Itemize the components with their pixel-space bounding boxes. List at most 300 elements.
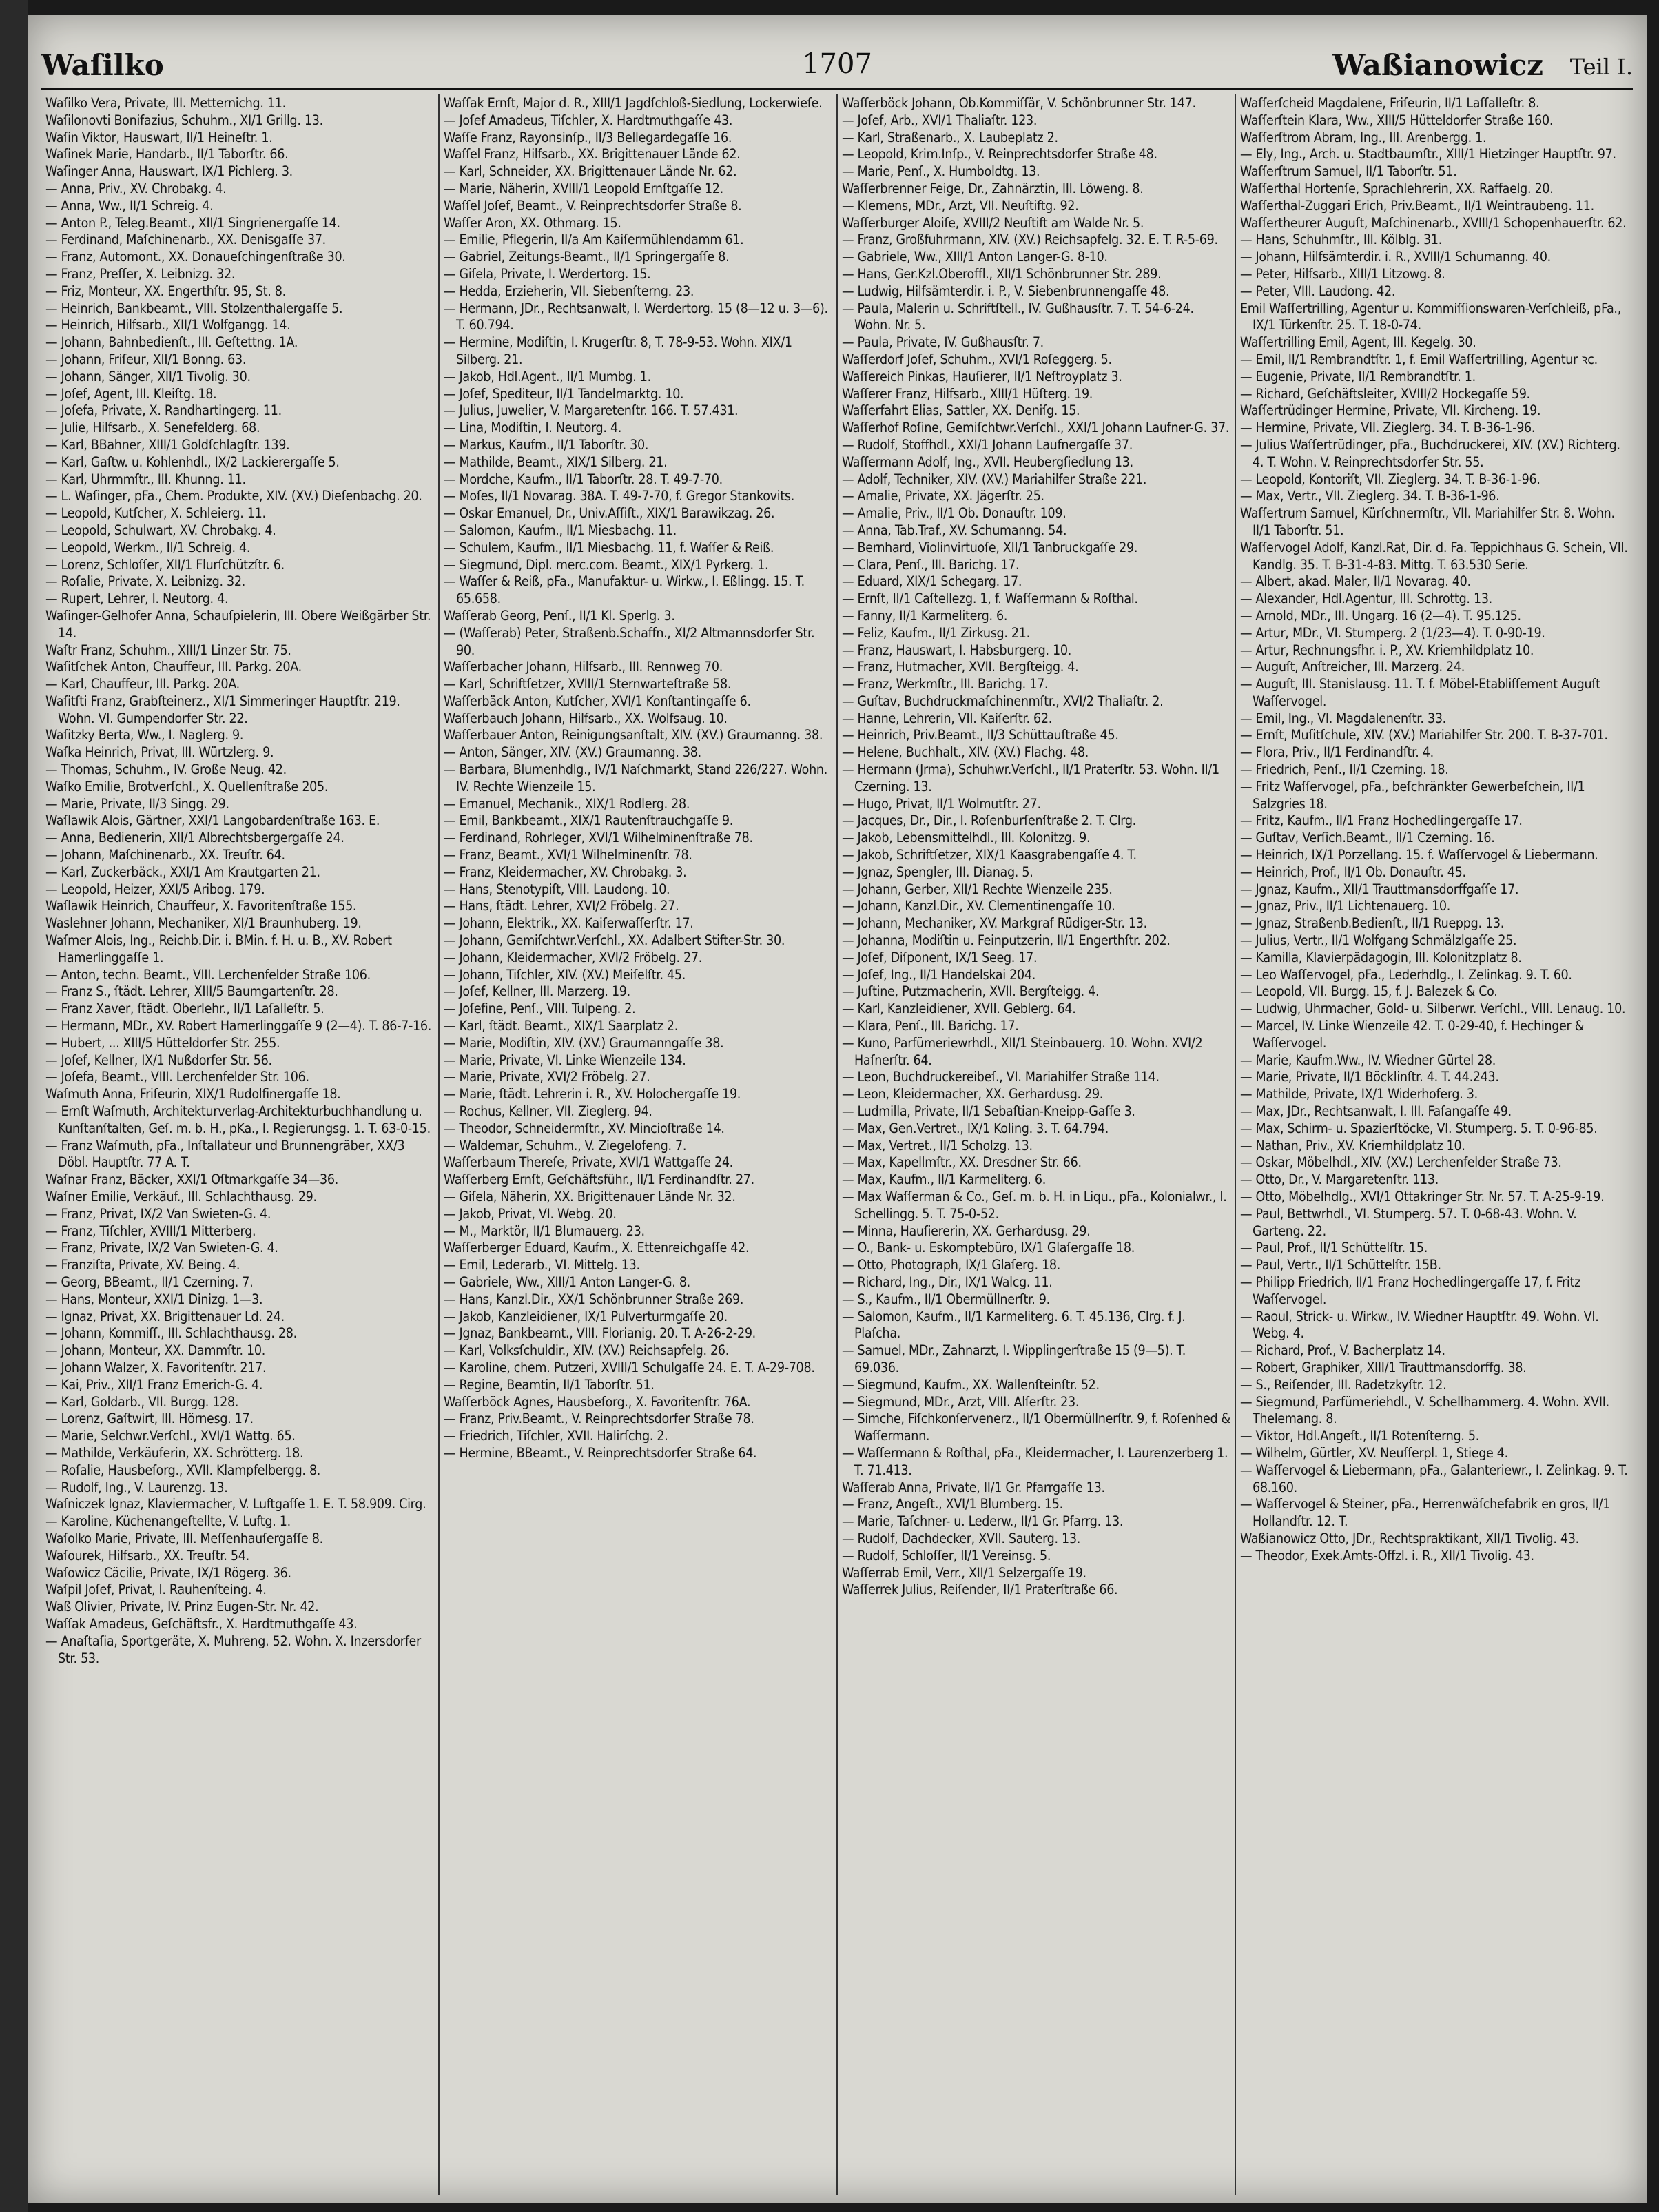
directory-entry: Waſtr Franz, Schuhm., XIII/1 Linzer Str. 75. xyxy=(45,642,291,658)
directory-entry: — Jakob, Privat, VI. Webg. 20. xyxy=(444,1205,617,1222)
directory-entry: — M., Marktör, II/1 Blumauerg. 23. xyxy=(444,1222,645,1239)
directory-entry: — Emil, Bankbeamt., XIX/1 Rautenſtrauchgaſſe 9. xyxy=(444,812,733,829)
directory-entry: — Leopold, Schulwart, XV. Chrobakg. 4. xyxy=(45,522,276,538)
page-number: 1707 xyxy=(802,48,872,80)
directory-entry: — Leon, Kleidermacher, XX. Gerhardusg. 29. xyxy=(842,1086,1104,1103)
directory-entry: Waslehner Johann, Mechaniker, XI/1 Braunhuberg. 19. xyxy=(45,915,362,932)
directory-entry: — Eduard, XIX/1 Schegarg. 17. xyxy=(842,573,1022,590)
directory-entry: — Rudolf, Ing., V. Laurenzg. 13. xyxy=(45,1479,228,1495)
directory-entry: Waſſermann Adolf, Ing., XVII. Heubergſiedlung 13. xyxy=(842,453,1133,470)
directory-entry: — Franz, Großfuhrmann, XIV. (XV.) Reichsapfelg. 32. E. T. R-5-69. xyxy=(842,232,1218,248)
directory-entry: — Hermine, Private, VII. Zieglerg. 34. T. B-36-1-96. xyxy=(1240,420,1536,436)
directory-entry: — Peter, VIII. Laudong. 42. xyxy=(1240,283,1396,299)
directory-entry: — Marie, Private, II/1 Böcklinſtr. 4. T. 44.243. xyxy=(1240,1069,1499,1085)
directory-entry: — Siegmund, Parfümeriehdl., V. Schellhammerg. 4. Wohn. XVII. Thelemang. 8. xyxy=(1240,1393,1609,1427)
directory-entry: Waſſerrek Julius, Reiſender, II/1 Praterſtraße 66. xyxy=(842,1581,1118,1598)
directory-entry: — Joſefa, Beamt., VIII. Lerchenfelder Str. 106. xyxy=(45,1069,309,1085)
directory-entry: Waſſerböck Johann, Ob.Kommiſſär, V. Schönbrunner Str. 147. xyxy=(842,95,1196,111)
directory-entry: — Fritz Waſſervogel, pFa., beſchränkter Gewerbeſchein, II/1 Salzgries 18. xyxy=(1240,778,1585,812)
directory-entry: — Lorenz, Schloſſer, XII/1 Flurſchützſtr. 6. xyxy=(45,556,285,573)
directory-entry: — Marie, Private, II/3 Singg. 29. xyxy=(45,795,229,812)
directory-entry: — Joſef, Kellner, IX/1 Nußdorfer Str. 56. xyxy=(45,1052,272,1068)
directory-entry: — Joſefine, Penſ., VIII. Tulpeng. 2. xyxy=(444,1001,636,1017)
directory-entry: — Ludwig, Uhrmacher, Gold- u. Silberwr. Verſchl., VIII. Lenaug. 10. xyxy=(1240,1001,1626,1017)
directory-entry: Waſſerburger Aloiſe, XVIII/2 Neuſtift am Walde Nr. 5. xyxy=(842,214,1144,231)
directory-entry: — Mathilde, Beamt., XIX/1 Silberg. 21. xyxy=(444,453,668,470)
directory-entry: — Fritz, Kaufm., II/1 Franz Hochedlingergaſſe 17. xyxy=(1240,812,1523,829)
directory-entry: Waſſerbacher Johann, Hilfsarb., III. Rennweg 70. xyxy=(444,659,723,675)
directory-entry: — Joſefa, Private, X. Randhartingerg. 11. xyxy=(45,402,282,419)
directory-entry: — Anna, Tab.Traf., XV. Schumanng. 54. xyxy=(842,522,1067,538)
directory-entry: — Johann, Bahnbedienſt., III. Geſtettng. 1A. xyxy=(45,334,298,351)
column-1 xyxy=(41,94,440,2195)
directory-entry: — Rudolf, Stoffhdl., XXI/1 Johann Laufnergaſſe 37. xyxy=(842,436,1133,453)
directory-entry: Waſſerdorf Joſef, Schuhm., XVI/1 Roſeggerg. 5. xyxy=(842,351,1112,367)
directory-entry: — Jgnaz, Priv., II/1 Lichtenauerg. 10. xyxy=(1240,898,1451,914)
directory-entry: — Julius, Juwelier, V. Margaretenſtr. 166. T. 57.431. xyxy=(444,402,739,419)
directory-entry: — Johann, Sänger, XII/1 Tivolig. 30. xyxy=(45,368,251,385)
directory-entry: — Thomas, Schuhm., IV. Große Neug. 42. xyxy=(45,761,287,778)
directory-entry: — Ferdinand, Rohrleger, XVI/1 Wilhelminenſtraße 78. xyxy=(444,830,753,846)
directory-entry: — Emil, II/1 Rembrandtſtr. 1, f. Emil Waſſertrilling, Agentur ꝛc. xyxy=(1240,351,1598,367)
directory-entry: — Karl, Chauffeur, III. Parkg. 20A. xyxy=(45,676,240,693)
directory-entry: — Joſef, Diſponent, IX/1 Seeg. 17. xyxy=(842,949,1038,965)
directory-entry: — Karl, Schriftſetzer, XVIII/1 Sternwarteſtraße 58. xyxy=(444,676,732,693)
directory-entry: Waſitſchek Anton, Chauffeur, III. Parkg. 20A. xyxy=(45,659,302,675)
directory-entry: — Siegmund, MDr., Arzt, VIII. Alſerſtr. 23. xyxy=(842,1393,1080,1410)
directory-entry: — Anaſtaſia, Sportgeräte, X. Muhreng. 52. Wohn. X. Inzersdorfer Str. 53. xyxy=(45,1632,421,1666)
directory-entry: — Anton, Sänger, XIV. (XV.) Graumanng. 38. xyxy=(444,744,701,761)
directory-entry: — Marie, Private, XVI/2 Fröbelg. 27. xyxy=(444,1069,650,1085)
directory-entry: — Ludwig, Hilfsämterdir. i. P., V. Siebenbrunnengaſſe 48. xyxy=(842,283,1170,299)
directory-entry: Waſſereich Pinkas, Hauſierer, II/1 Neſtroyplatz 3. xyxy=(842,368,1122,385)
directory-entry: — Wilhelm, Gürtler, XV. Neuſſerpl. 1, Stiege 4. xyxy=(1240,1444,1508,1461)
directory-entry: — L. Waſinger, pFa., Chem. Produkte, XIV. (XV.) Dieſenbachg. 20. xyxy=(45,488,422,504)
directory-entry: — Karl, Gaſtw. u. Kohlenhdl., IX/2 Lackierergaſſe 5. xyxy=(45,453,340,470)
directory-entry: — Jgnaz, Kaufm., XII/1 Trauttmansdorffgaſſe 17. xyxy=(1240,881,1519,897)
directory-entry: — Fanny, II/1 Karmeliterg. 6. xyxy=(842,607,1008,624)
directory-entry: — Jgnaz, Spengler, III. Dianag. 5. xyxy=(842,863,1033,880)
directory-entry: — Ernſt, II/1 Caſtellezg. 1, f. Waſſermann & Roſthal. xyxy=(842,591,1138,607)
directory-entry: Waſmer Alois, Ing., Reichb.Dir. i. BMin. f. H. u. B., XV. Robert Hamerlinggaſſe 1. xyxy=(45,932,392,965)
directory-entry: — Johann Walzer, X. Favoritenſtr. 217. xyxy=(45,1359,267,1375)
directory-entry: — Emil, Ing., VI. Magdalenenſtr. 33. xyxy=(1240,710,1446,726)
directory-entry: Waſſerſtein Klara, Ww., XIII/5 Hütteldorfer Straße 160. xyxy=(1240,112,1554,128)
directory-page xyxy=(28,15,1647,2203)
directory-entry: Waſſerab Anna, Private, II/1 Gr. Pfarrgaſſe 13. xyxy=(842,1479,1105,1495)
directory-entry: — Artur, MDr., VI. Stumperg. 2 (1/23—4). T. 0-90-19. xyxy=(1240,624,1545,641)
directory-entry: Waſowicz Cäcilie, Private, IX/1 Rögerg. 36. xyxy=(45,1564,291,1581)
column-3 xyxy=(838,94,1236,2195)
entry-columns xyxy=(41,94,1633,2195)
directory-entry: Waſſerberg Ernſt, Geſchäftsführ., II/1 Ferdinandſtr. 27. xyxy=(444,1171,754,1188)
directory-entry: — Juſtine, Putzmacherin, XVII. Bergſteigg. 4. xyxy=(842,983,1100,1000)
directory-entry: — Leopold, Kontoriſt, VII. Zieglerg. 34. T. B-36-1-96. xyxy=(1240,471,1540,487)
directory-entry: Waſourek, Hilfsarb., XX. Treuſtr. 54. xyxy=(45,1547,249,1564)
directory-entry: Waſſertheurer Auguſt, Maſchinenarb., XVIII/1 Schopenhauerſtr. 62. xyxy=(1240,214,1627,231)
directory-entry: — Heinrich, Priv.Beamt., II/3 Schüttauſtraße 45. xyxy=(842,727,1119,744)
directory-entry: Waſner Emilie, Verkäuf., III. Schlachthausg. 29. xyxy=(45,1189,317,1205)
directory-entry: — Max, Kaufm., II/1 Karmeliterg. 6. xyxy=(842,1171,1046,1188)
directory-entry: — Theodor, Schneidermſtr., XV. Mincioſtraße 14. xyxy=(444,1120,725,1136)
directory-entry: — Marie, Näherin, XVIII/1 Leopold Ernſtgaſſe 12. xyxy=(444,180,723,196)
directory-entry: — Jakob, Schriftſetzer, XIX/1 Kaasgrabengaſſe 4. T. xyxy=(842,847,1137,863)
volume-label: Teil I. xyxy=(1569,54,1633,80)
directory-entry: — Hanne, Lehrerin, VII. Kaiſerſtr. 62. xyxy=(842,710,1053,726)
directory-entry: — Karl, Zuckerbäck., XXI/1 Am Krautgarten 21. xyxy=(45,863,320,880)
directory-entry: — Feliz, Kaufm., II/1 Zirkusg. 21. xyxy=(842,624,1030,641)
directory-entry: — Hans, Ger.Kzl.Oberoffl., XII/1 Schönbrunner Str. 289. xyxy=(842,265,1162,282)
directory-entry: — Waſſermann & Roſthal, pFa., Kleidermacher, I. Laurenzerberg 1. T. 71.413. xyxy=(842,1444,1228,1478)
directory-entry: — Markus, Kaufm., II/1 Taborſtr. 30. xyxy=(444,436,649,453)
directory-entry: — Franz Waſmuth, pFa., Inſtallateur und Brunnengräber, XX/3 Döbl. Hauptſtr. 77 A. T. xyxy=(45,1137,405,1171)
directory-entry: — Johann, Mechaniker, XV. Markgraf Rüdiger-Str. 13. xyxy=(842,915,1147,932)
directory-entry: — Karl, Uhrmmſtr., III. Khunng. 11. xyxy=(45,471,246,487)
directory-entry: — Max, Gen.Vertret., IX/1 Koling. 3. T. 64.794. xyxy=(842,1120,1109,1136)
directory-entry: — Jgnaz, Bankbeamt., VIII. Florianig. 20. T. A-26-2-29. xyxy=(444,1325,756,1342)
directory-entry: — Karoline, Küchenangeſtellte, V. Luftg. 1. xyxy=(45,1513,291,1530)
directory-entry: — Julius Waſſertrüdinger, pFa., Buchdruckerei, XIV. (XV.) Richterg. 4. T. Wohn. V. Reinprechtsdorfer Str. 55. xyxy=(1240,436,1620,470)
directory-entry: Emil Waſſertrilling, Agentur u. Kommiſſionswaren-Verſchleiß, pFa., IX/1 Türkenſtr. 25. T. 18-0-74. xyxy=(1240,300,1621,334)
directory-entry: — Oskar Emanuel, Dr., Univ.Aſſiſt., XIX/1 Barawikzag. 26. xyxy=(444,505,775,522)
directory-entry: — Hans, Monteur, XXI/1 Dinizg. 1—3. xyxy=(45,1291,263,1307)
directory-entry: — Robert, Graphiker, XIII/1 Trauttmansdorffg. 38. xyxy=(1240,1359,1527,1375)
directory-entry: — Adolf, Techniker, XIV. (XV.) Mariahilfer Straße 221. xyxy=(842,471,1147,487)
directory-entry: Waſſerbauer Anton, Reinigungsanſtalt, XIV. (XV.) Graumanng. 38. xyxy=(444,727,823,744)
directory-entry: — Karl, Straßenarb., X. Laubeplatz 2. xyxy=(842,129,1058,145)
directory-entry: — Kamilla, Klavierpädagogin, III. Kolonitzplatz 8. xyxy=(1240,949,1522,965)
directory-entry: — Kai, Priv., XII/1 Franz Emerich-G. 4. xyxy=(45,1376,263,1393)
directory-entry: — Franz, Hutmacher, XVII. Bergſteigg. 4. xyxy=(842,659,1079,675)
directory-entry: — Georg, BBeamt., II/1 Czerning. 7. xyxy=(45,1273,254,1290)
directory-entry: — Karl, Schneider, XX. Brigittenauer Lände Nr. 62. xyxy=(444,163,737,180)
directory-entry: Waß Olivier, Private, IV. Prinz Eugen-Str. Nr. 42. xyxy=(45,1599,319,1615)
directory-entry: — Hermine, BBeamt., V. Reinprechtsdorfer Straße 64. xyxy=(444,1444,757,1461)
directory-entry: — Rupert, Lehrer, I. Neutorg. 4. xyxy=(45,591,229,607)
directory-entry: — Leopold, Kutſcher, X. Schleierg. 11. xyxy=(45,505,266,522)
directory-entry: — Minna, Hauſiererin, XX. Gerhardusg. 29. xyxy=(842,1222,1091,1239)
directory-entry: — Joſef, Agent, III. Kleiſtg. 18. xyxy=(45,385,217,402)
directory-entry: — Johann, Hilfsämterdir. i. R., XVIII/1 Schumanng. 40. xyxy=(1240,249,1551,265)
directory-entry: — Paula, Malerin u. Schriftſtell., IV. Gußhausſtr. 7. T. 54-6-24. Wohn. Nr. 5. xyxy=(842,300,1194,334)
directory-entry: — Franz, Preſſer, X. Leibnizg. 32. xyxy=(45,265,236,282)
directory-entry: — S., Kaufm., II/1 Obermüllnerſtr. 9. xyxy=(842,1291,1050,1307)
directory-entry: — Karl, Volksſchuldir., XIV. (XV.) Reichsapfelg. 26. xyxy=(444,1342,730,1359)
directory-entry: — Guſtav, Buchdruckmaſchinenmſtr., XVI/2 Thaliaſtr. 2. xyxy=(842,693,1164,709)
directory-entry: — Mordche, Kaufm., II/1 Taborſtr. 28. T. 49-7-70. xyxy=(444,471,723,487)
directory-entry: Waſilko Vera, Private, III. Metternichg. 11. xyxy=(45,95,286,111)
directory-entry: — Hans, ſtädt. Lehrer, XVI/2 Fröbelg. 27. xyxy=(444,898,679,914)
directory-entry: — Karl, BBahner, XIII/1 Goldſchlagſtr. 139. xyxy=(45,436,290,453)
directory-entry: Waſmuth Anna, Friſeurin, XIX/1 Rudolfinergaſſe 18. xyxy=(45,1086,341,1103)
directory-entry: — Richard, Prof., V. Bacherplatz 14. xyxy=(1240,1342,1445,1359)
directory-entry: — Friedrich, Penſ., II/1 Czerning. 18. xyxy=(1240,761,1449,778)
directory-entry: — (Waſſerab) Peter, Straßenb.Schaffn., XI/2 Altmannsdorfer Str. 90. xyxy=(444,624,815,658)
directory-entry: — Klara, Penſ., III. Barichg. 17. xyxy=(842,1018,1019,1034)
directory-entry: — Regine, Beamtin, II/1 Taborſtr. 51. xyxy=(444,1376,655,1393)
directory-entry: — Karoline, chem. Putzeri, XVIII/1 Schulgaſſe 24. E. T. A-29-708. xyxy=(444,1359,815,1375)
directory-entry: — Marie, Kaufm.Ww., IV. Wiedner Gürtel 28. xyxy=(1240,1052,1496,1068)
directory-entry: — Arnold, MDr., III. Ungarg. 16 (2—4). T. 95.125. xyxy=(1240,607,1521,624)
directory-entry: — Artur, Rechnungsfhr. i. P., XV. Kriemhildplatz 10. xyxy=(1240,642,1534,658)
directory-entry: — Hans, Kanzl.Dir., XX/1 Schönbrunner Straße 269. xyxy=(444,1291,744,1307)
directory-entry: — Marie, Selchwr.Verſchl., XVI/1 Wattg. 65. xyxy=(45,1428,296,1444)
directory-entry: — Paul, Vertr., II/1 Schüttelſtr. 15B. xyxy=(1240,1257,1441,1273)
directory-entry: — Johanna, Modiſtin u. Feinputzerin, II/1 Engerthſtr. 202. xyxy=(842,932,1171,949)
directory-entry: — Marie, ſtädt. Lehrerin i. R., XV. Holochergaſſe 19. xyxy=(444,1086,741,1103)
directory-entry: — Paul, Prof., II/1 Schüttelſtr. 15. xyxy=(1240,1240,1428,1256)
directory-entry: Waſſerhof Roſine, Gemiſchtwr.Verſchl., XXI/1 Johann Laufner-G. 37. xyxy=(842,420,1230,436)
directory-entry: — Anna, Priv., XV. Chrobakg. 4. xyxy=(45,180,227,196)
directory-entry: — Anna, Bedienerin, XII/1 Albrechtsbergergaſſe 24. xyxy=(45,830,344,846)
directory-entry: — Hubert, ... XIII/5 Hütteldorfer Str. 255. xyxy=(45,1034,280,1051)
directory-entry: Waſſervogel Adolf, Kanzl.Rat, Dir. d. Fa. Teppichhaus G. Schein, VII. Kandlg. 35. T. B-31-4-83. Mittg. T. 63.530 Serie. xyxy=(1240,539,1628,573)
directory-entry: — Joſef, Ing., II/1 Handelskai 204. xyxy=(842,966,1036,983)
directory-entry: — Schulem, Kaufm., II/1 Miesbachg. 11, f. Waſſer & Reiß. xyxy=(444,539,774,555)
directory-entry: Waſniczek Ignaz, Klaviermacher, V. Luftgaſſe 1. E. T. 58.909. Cirg. xyxy=(45,1496,426,1513)
directory-entry: Waſitſti Franz, Grabſteinerz., XI/1 Simmeringer Hauptſtr. 219. Wohn. VI. Gumpendorfer Str. 22. xyxy=(45,693,400,726)
directory-entry: — Rudolf, Schloſſer, II/1 Vereinsg. 5. xyxy=(842,1547,1051,1564)
directory-entry: Waſſerſcheid Magdalene, Friſeurin, II/1 Laſſalleſtr. 8. xyxy=(1240,95,1540,111)
directory-entry: Waſſerſtrum Samuel, II/1 Taborſtr. 51. xyxy=(1240,163,1457,180)
directory-entry: — Marie, Penſ., X. Humboldtg. 13. xyxy=(842,163,1040,180)
directory-entry: — Otto, Photograph, IX/1 Glaſerg. 18. xyxy=(842,1257,1061,1273)
directory-entry: — Mathilde, Verkäuferin, XX. Schrötterg. 18. xyxy=(45,1444,304,1461)
directory-entry: — Ely, Ing., Arch. u. Stadtbaumſtr., XIII/1 Hietzinger Hauptſtr. 97. xyxy=(1240,146,1616,163)
directory-entry: — Eugenie, Private, II/1 Rembrandtſtr. 1. xyxy=(1240,368,1476,385)
directory-entry: — Otto, Dr., V. Margaretenſtr. 113. xyxy=(1240,1171,1439,1188)
column-4 xyxy=(1236,94,1633,2195)
directory-entry: — Johann, Elektrik., XX. Kaiſerwaſſerſtr. 17. xyxy=(444,915,694,932)
directory-entry: — Franz, Beamt., XVI/1 Wilhelminenſtr. 78. xyxy=(444,847,692,863)
directory-entry: — Johann, Gerber, XII/1 Rechte Wienzeile 235. xyxy=(842,881,1113,897)
directory-entry: — Richard, Ing., Dir., IX/1 Walcg. 11. xyxy=(842,1273,1053,1290)
directory-entry: — Hermine, Modiſtin, I. Krugerſtr. 8, T. 78-9-53. Wohn. XIX/1 Silberg. 21. xyxy=(444,334,792,367)
directory-entry: — Samuel, MDr., Zahnarzt, I. Wipplingerſtraße 15 (9—5). T. 69.036. xyxy=(842,1342,1186,1375)
column-2 xyxy=(440,94,838,2195)
directory-entry: — Roſalie, Private, X. Leibnizg. 32. xyxy=(45,573,245,590)
directory-entry: — Max, Kapellmſtr., XX. Dresdner Str. 66. xyxy=(842,1154,1082,1171)
directory-entry: — Leon, Buchdruckereibeſ., VI. Mariahilfer Straße 114. xyxy=(842,1069,1160,1085)
directory-entry: — Karl, Kanzleidiener, XVII. Geblerg. 64. xyxy=(842,1001,1076,1017)
directory-entry: — Anton, techn. Beamt., VIII. Lerchenfelder Straße 106. xyxy=(45,966,371,983)
directory-entry: Waſſerer Franz, Hilfsarb., XIII/1 Hüſterg. 19. xyxy=(842,385,1093,402)
directory-entry: Waſſertrilling Emil, Agent, III. Kegelg. 30. xyxy=(1240,334,1476,351)
directory-entry: — Bernhard, Violinvirtuoſe, XII/1 Tanbruckgaſſe 29. xyxy=(842,539,1138,555)
directory-entry: — Oskar, Möbelhdl., XIV. (XV.) Lerchenfelder Straße 73. xyxy=(1240,1154,1562,1171)
directory-entry: — Jakob, Lebensmittelhdl., III. Kolonitzg. 9. xyxy=(842,830,1091,846)
directory-entry: — Hugo, Privat, II/1 Wolmutſtr. 27. xyxy=(842,795,1041,812)
directory-entry: — Rochus, Kellner, VII. Zieglerg. 94. xyxy=(444,1103,652,1120)
directory-entry: — Franz, Private, IX/2 Van Swieten-G. 4. xyxy=(45,1240,278,1256)
directory-entry: — Johann, Kleidermacher, XVI/2 Fröbelg. 27. xyxy=(444,949,702,965)
directory-entry: — Johann, Tiſchler, XIV. (XV.) Meiſelſtr. 45. xyxy=(444,966,686,983)
directory-entry: — Franziſta, Private, XV. Being. 4. xyxy=(45,1257,240,1273)
directory-entry: — Albert, akad. Maler, II/1 Novarag. 40. xyxy=(1240,573,1471,590)
directory-entry: — Emilie, Pflegerin, II/a Am Kaiſermühlendamm 61. xyxy=(444,232,744,248)
directory-entry: Waſſerböck Agnes, Hausbeſorg., X. Favoritenſtr. 76A. xyxy=(444,1393,751,1410)
directory-entry: — Anton P., Teleg.Beamt., XII/1 Singrienergaſſe 14. xyxy=(45,214,340,231)
directory-entry: — Hermann, MDr., XV. Robert Hamerlinggaſſe 9 (2—4). T. 86-7-16. xyxy=(45,1018,431,1034)
directory-entry: Waſſerthal-Zuggari Erich, Priv.Beamt., II/1 Weintraubeng. 11. xyxy=(1240,197,1594,214)
directory-entry: Waſilonovti Bonifazius, Schuhm., XI/1 Grillg. 13. xyxy=(45,112,323,128)
directory-entry: Waſſe Franz, Rayonsinſp., II/3 Bellegardegaſſe 16. xyxy=(444,129,732,145)
directory-entry: — Giſela, Näherin, XX. Brigittenauer Lände Nr. 32. xyxy=(444,1189,736,1205)
directory-entry: — Joſef, Kellner, III. Marzerg. 19. xyxy=(444,983,630,1000)
directory-entry: — Salomon, Kaufm., II/1 Karmeliterg. 6. T. 45.136, Clrg. f. J. Plaſcha. xyxy=(842,1308,1186,1342)
directory-entry: — Marie, Private, VI. Linke Wienzeile 134. xyxy=(444,1052,686,1068)
directory-entry: — Franz Xaver, ſtädt. Oberlehr., II/1 Laſalleſtr. 5. xyxy=(45,1001,324,1017)
directory-entry: — Richard, Geſchäftsleiter, XVIII/2 Hockegaſſe 59. xyxy=(1240,385,1530,402)
directory-entry: — Ignaz, Privat, XX. Brigittenauer Ld. 24. xyxy=(45,1308,285,1324)
directory-entry: — Marie, Modiſtin, XIV. (XV.) Graumanngaſſe 38. xyxy=(444,1034,724,1051)
directory-entry: Waſſerthal Hortenſe, Sprachlehrerin, XX. Raffaelg. 20. xyxy=(1240,180,1554,196)
directory-entry: — Theodor, Exek.Amts-Offzl. i. R., XII/1 Tivolig. 43. xyxy=(1240,1547,1534,1564)
directory-entry: — Moſes, II/1 Novarag. 38A. T. 49-7-70, f. Gregor Stankovits. xyxy=(444,488,795,504)
header-left-keyword: Waſilko xyxy=(41,48,164,82)
directory-entry: — Emanuel, Mechanik., XIX/1 Rodlerg. 28. xyxy=(444,795,690,812)
directory-entry: — Friedrich, Tiſchler, XVII. Halirſchg. 2. xyxy=(444,1428,668,1444)
directory-entry: Waſſel Franz, Hilfsarb., XX. Brigittenauer Lände 62. xyxy=(444,146,741,163)
directory-entry: — Franz, Privat, IX/2 Van Swieten-G. 4. xyxy=(45,1205,271,1222)
directory-entry: — Amalie, Priv., II/1 Ob. Donauſtr. 109. xyxy=(842,505,1066,522)
directory-entry: — Karl, ſtädt. Beamt., XIX/1 Saarplatz 2. xyxy=(444,1018,678,1034)
directory-entry: Waſin Viktor, Hauswart, II/1 Heineſtr. 1. xyxy=(45,129,273,145)
directory-entry: — Waſſervogel & Steiner, pFa., Herrenwäſchefabrik en gros, II/1 Hollandſtr. 12. T. xyxy=(1240,1496,1611,1530)
directory-entry: Waſſerbrenner Feige, Dr., Zahnärztin, III. Löweng. 8. xyxy=(842,180,1144,196)
directory-entry: Waſlawik Heinrich, Chauffeur, X. Favoritenſtraße 155. xyxy=(45,898,357,914)
directory-entry: Waſſertrüdinger Hermine, Private, VII. Kircheng. 19. xyxy=(1240,402,1541,419)
directory-entry: — Roſalie, Hausbeſorg., XVII. Klampfelbergg. 8. xyxy=(45,1462,321,1478)
directory-entry: — Leopold, Werkm., II/1 Schreig. 4. xyxy=(45,539,251,555)
directory-entry: Waſka Heinrich, Privat, III. Würtzlerg. 9. xyxy=(45,744,274,761)
directory-entry: — Philipp Friedrich, II/1 Franz Hochedlingergaſſe 17, f. Fritz Waſſervogel. xyxy=(1240,1273,1580,1307)
directory-entry: — Johann, Monteur, XX. Dammſtr. 10. xyxy=(45,1342,266,1359)
directory-entry: Waſſerfahrt Elias, Sattler, XX. Deniſg. 15. xyxy=(842,402,1080,419)
directory-entry: — Leopold, Krim.Inſp., V. Reinprechtsdorfer Straße 48. xyxy=(842,146,1157,163)
directory-entry: — Simche, Fiſchkonſervenerz., II/1 Obermüllnerſtr. 9, f. Roſenhed & Waſſermann. xyxy=(842,1411,1230,1444)
directory-entry: Waſinger-Gelhofer Anna, Schauſpielerin, III. Obere Weißgärber Str. 14. xyxy=(45,607,431,641)
directory-entry: — Johann, Kommiſſ., III. Schlachthausg. 28. xyxy=(45,1325,297,1342)
directory-entry: Waſolko Marie, Private, III. Meſſenhauſergaſſe 8. xyxy=(45,1530,323,1546)
directory-entry: — Flora, Priv., II/1 Ferdinandſtr. 4. xyxy=(1240,744,1434,761)
directory-entry: — Viktor, Hdl.Angeſt., II/1 Rotenſterng. 5. xyxy=(1240,1428,1480,1444)
directory-entry: — Lina, Modiſtin, I. Neutorg. 4. xyxy=(444,420,622,436)
directory-entry: — Julie, Hilfsarb., X. Senefelderg. 68. xyxy=(45,420,260,436)
directory-entry: Waſſel Joſef, Beamt., V. Reinprechtsdorfer Straße 8. xyxy=(444,197,742,214)
directory-entry: — Franz, Priv.Beamt., V. Reinprechtsdorfer Straße 78. xyxy=(444,1411,754,1427)
directory-entry: — Franz, Werkmſtr., III. Barichg. 17. xyxy=(842,676,1049,693)
directory-entry: — Johann, Kanzl.Dir., XV. Clementinengaſſe 10. xyxy=(842,898,1115,914)
directory-entry: — O., Bank- u. Eskomptebüro, IX/1 Glaſergaſſe 18. xyxy=(842,1240,1135,1256)
page-header xyxy=(41,47,1633,90)
directory-entry: Waſinek Marie, Handarb., II/1 Taborſtr. 66. xyxy=(45,146,289,163)
directory-entry: Waſſerrab Emil, Verr., XII/1 Selzergaſſe 19. xyxy=(842,1564,1086,1581)
directory-entry: — Otto, Möbelhdlg., XVI/1 Ottakringer Str. Nr. 57. T. A-25-9-19. xyxy=(1240,1189,1605,1205)
directory-entry: — Franz, Tiſchler, XVIII/1 Mitterberg. xyxy=(45,1222,256,1239)
directory-entry: — Marie, Taſchner- u. Lederw., II/1 Gr. Pfarrg. 13. xyxy=(842,1513,1124,1530)
directory-entry: — Peter, Hilfsarb., XIII/1 Litzowg. 8. xyxy=(1240,265,1445,282)
directory-entry: Waßianowicz Otto, JDr., Rechtspraktikant, XII/1 Tivolig. 43. xyxy=(1240,1530,1579,1546)
scan-left-margin xyxy=(0,0,28,2212)
directory-entry: — Ferdinand, Maſchinenarb., XX. Denisgaſſe 37. xyxy=(45,232,326,248)
directory-entry: — Guſtav, Verſich.Beamt., II/1 Czerning. 16. xyxy=(1240,830,1495,846)
directory-entry: — Barbara, Blumenhdlg., IV/1 Naſchmarkt, Stand 226/227. Wohn. IV. Rechte Wienzeile 15. xyxy=(444,761,828,795)
directory-entry: Waſſerbäck Anton, Kutſcher, XVI/1 Konſtantingaſſe 6. xyxy=(444,693,751,709)
directory-entry: — Paula, Private, IV. Gußhausſtr. 7. xyxy=(842,334,1044,351)
directory-entry: — Leopold, Heizer, XXI/5 Aribog. 179. xyxy=(45,881,265,897)
directory-entry: — Hedda, Erzieherin, VII. Siebenſterng. 23. xyxy=(444,283,694,299)
directory-entry: Waſſertrum Samuel, Kürſchnermſtr., VII. Mariahilfer Str. 8. Wohn. II/1 Taborſtr. 51. xyxy=(1240,505,1615,538)
directory-entry: Waſſak Amadeus, Geſchäftsfr., X. Hardtmuthgaſſe 43. xyxy=(45,1615,358,1632)
directory-entry: — Max, Vertret., II/1 Scholzg. 13. xyxy=(842,1137,1033,1154)
directory-entry: — Jakob, Hdl.Agent., II/1 Mumbg. 1. xyxy=(444,368,651,385)
directory-entry: — Leopold, VII. Burgg. 15, f. J. Balezek & Co. xyxy=(1240,983,1498,1000)
directory-entry: — Clara, Penſ., III. Barichg. 17. xyxy=(842,556,1020,573)
directory-entry: Waſſerab Georg, Penſ., II/1 Kl. Sperlg. 3. xyxy=(444,607,675,624)
directory-entry: — Franz S., ſtädt. Lehrer, XIII/5 Baumgartenſtr. 28. xyxy=(45,983,338,1000)
directory-entry: — Raoul, Strick- u. Wirkw., IV. Wiedner Hauptſtr. 49. Wohn. VI. Webg. 4. xyxy=(1240,1308,1599,1342)
directory-entry: — Johann, Friſeur, XII/1 Bonng. 63. xyxy=(45,351,247,367)
directory-entry: — Max, Vertr., VII. Zieglerg. 34. T. B-36-1-96. xyxy=(1240,488,1500,504)
directory-entry: — Heinrich, Bankbeamt., VIII. Stolzenthalergaſſe 5. xyxy=(45,300,343,316)
directory-entry: — Heinrich, Hilfsarb., XII/1 Wolfgangg. 14. xyxy=(45,317,291,334)
directory-entry: — Julius, Vertr., II/1 Wolfgang Schmälzlgaſſe 25. xyxy=(1240,932,1517,949)
directory-entry: — Gabriele, Ww., XIII/1 Anton Langer-G. 8-10. xyxy=(842,249,1108,265)
directory-entry: — Hermann, JDr., Rechtsanwalt, I. Werdertorg. 15 (8—12 u. 3—6). T. 60.794. xyxy=(444,300,828,334)
directory-entry: — Franz, Hauswart, I. Habsburgerg. 10. xyxy=(842,642,1071,658)
directory-entry: — Anna, Ww., II/1 Schreig. 4. xyxy=(45,197,214,214)
directory-entry: Waſſerberger Eduard, Kaufm., X. Ettenreichgaſſe 42. xyxy=(444,1240,750,1256)
directory-entry: — S., Reiſender, III. Radetzkyſtr. 12. xyxy=(1240,1376,1447,1393)
directory-entry: Waſſerbauch Johann, Hilfsarb., XX. Wolfsaug. 10. xyxy=(444,710,728,726)
directory-entry: — Ernſt, Muſitſchule, XIV. (XV.) Mariahilfer Str. 200. T. B-37-701. xyxy=(1240,727,1608,744)
directory-entry: — Jgnaz, Straßenb.Bedienſt., II/1 Rueppg. 13. xyxy=(1240,915,1504,932)
directory-entry: — Auguſt, III. Stanislausg. 11. T. f. Möbel-Etabliſſement Auguſt Waſſervogel. xyxy=(1240,676,1600,709)
directory-entry: — Franz, Angeſt., XVI/1 Blumberg. 15. xyxy=(842,1496,1063,1513)
directory-entry: — Gabriel, Zeitungs-Beamt., II/1 Springergaſſe 8. xyxy=(444,249,730,265)
directory-entry: — Salomon, Kaufm., II/1 Miesbachg. 11. xyxy=(444,522,677,538)
directory-entry: — Ernſt Waſmuth, Architekturverlag-Architekturbuchhandlung u. Kunſtanſtalten, Geſ. m. b. H., pKa., I. Regierungsg. 1. T. 63-0-15. xyxy=(45,1103,431,1136)
directory-entry: — Siegmund, Dipl. merc.com. Beamt., XIX/1 Pyrkerg. 1. xyxy=(444,556,769,573)
directory-entry: Waſſerbaum Thereſe, Private, XVI/1 Wattgaſſe 24. xyxy=(444,1154,733,1171)
directory-entry: — Max, Schirm- u. Spazierſtöcke, VI. Stumperg. 5. T. 0-96-85. xyxy=(1240,1120,1598,1136)
directory-entry: Waſlawik Alois, Gärtner, XXI/1 Langobardenſtraße 163. E. xyxy=(45,812,380,829)
directory-entry: — Joſef, Spediteur, II/1 Tandelmarktg. 10. xyxy=(444,385,684,402)
directory-entry: — Paul, Bettwrhdl., VI. Stumperg. 57. T. 0-68-43. Wohn. V. Garteng. 22. xyxy=(1240,1205,1577,1239)
directory-entry: — Franz, Kleidermacher, XV. Chrobakg. 3. xyxy=(444,863,687,880)
directory-entry: — Siegmund, Kaufm., XX. Wallenſteinſtr. 52. xyxy=(842,1376,1100,1393)
directory-entry: — Max Waſſerman & Co., Geſ. m. b. H. in Liqu., pFa., Kolonialwr., I. Schellingg. 5. T. 75-0-52. xyxy=(842,1189,1227,1222)
directory-entry: — Hermann (Jrma), Schuhwr.Verſchl., II/1 Praterſtr. 53. Wohn. II/1 Czerning. 13. xyxy=(842,761,1219,795)
directory-entry: — Jakob, Kanzleidiener, IX/1 Pulverturmgaſſe 20. xyxy=(444,1308,728,1324)
directory-entry: — Helene, Buchhalt., XIV. (XV.) Flachg. 48. xyxy=(842,744,1089,761)
directory-entry: — Alexander, Hdl.Agentur, III. Schrottg. 13. xyxy=(1240,591,1492,607)
directory-entry: — Marcel, IV. Linke Wienzeile 42. T. 0-29-40, f. Hechinger & Waſſervogel. xyxy=(1240,1018,1585,1051)
directory-entry: — Leo Waſſervogel, pFa., Lederhdlg., I. Zelinkag. 9. T. 60. xyxy=(1240,966,1572,983)
directory-entry: — Amalie, Private, XX. Jägerſtr. 25. xyxy=(842,488,1044,504)
directory-entry: Waſinger Anna, Hauswart, IX/1 Pichlerg. 3. xyxy=(45,163,293,180)
directory-entry: — Waſſer & Reiß, pFa., Manufaktur- u. Wirkw., I. Eßlingg. 15. T. 65.658. xyxy=(444,573,805,607)
directory-entry: — Klemens, MDr., Arzt, VII. Neuſtiftg. 92. xyxy=(842,197,1079,214)
directory-entry: — Waſſervogel & Liebermann, pFa., Galanteriewr., I. Zelinkag. 9. T. 68.160. xyxy=(1240,1462,1628,1495)
directory-entry: — Joſef, Arb., XVI/1 Thaliaſtr. 123. xyxy=(842,112,1038,128)
directory-entry: Waſnar Franz, Bäcker, XXI/1 Oſtmarkgaſſe 34—36. xyxy=(45,1171,338,1188)
directory-entry: — Joſef Amadeus, Tiſchler, X. Hardtmuthgaſſe 43. xyxy=(444,112,733,128)
directory-entry: — Friz, Monteur, XX. Engerthſtr. 95, St. 8. xyxy=(45,283,286,299)
directory-entry: — Johann, Maſchinenarb., XX. Treuſtr. 64. xyxy=(45,847,285,863)
directory-entry: — Nathan, Priv., XV. Kriemhildplatz 10. xyxy=(1240,1137,1465,1154)
